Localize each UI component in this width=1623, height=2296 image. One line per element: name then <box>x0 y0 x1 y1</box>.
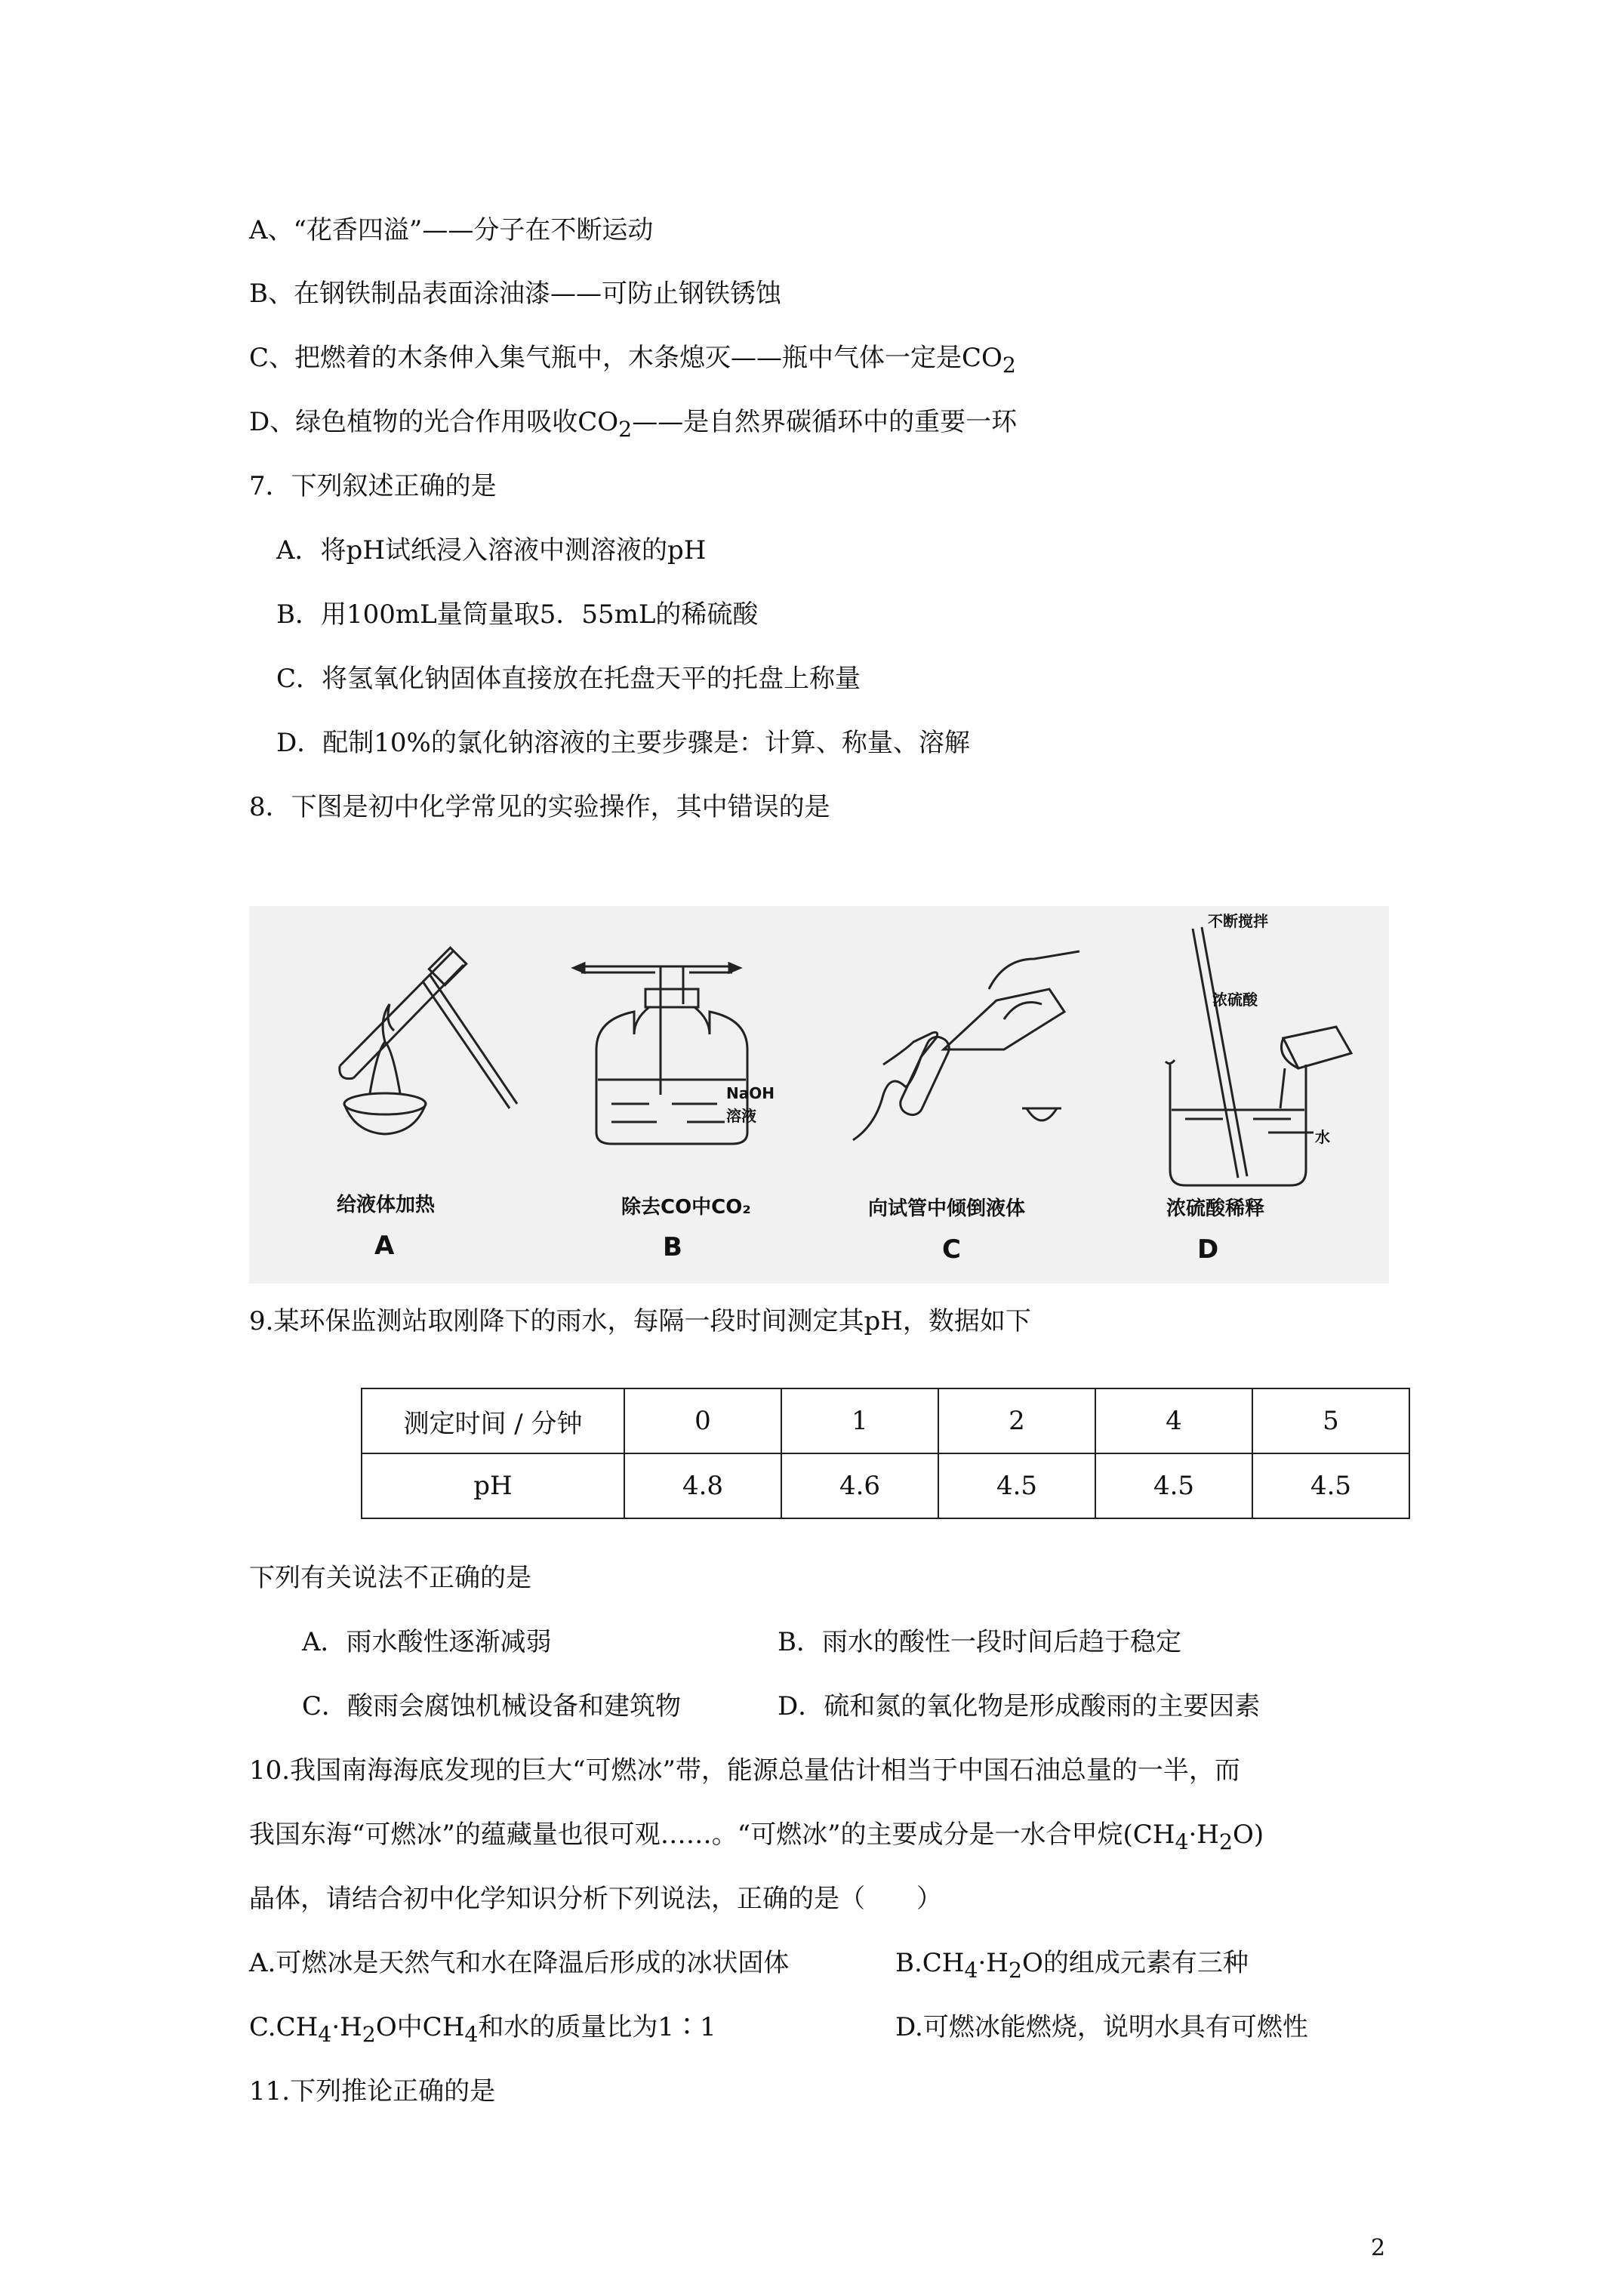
q7-option-d: D．配制10%的氯化钠溶液的主要步骤是：计算、称量、溶解 <box>276 728 970 758</box>
figure-d-caption: 浓硫酸稀释 <box>1166 1197 1265 1220</box>
figure-a-letter: A <box>374 1231 395 1261</box>
water-label: 水 <box>1315 1128 1330 1146</box>
table-cell: 4 <box>1095 1388 1252 1453</box>
lab-operations-figure <box>249 906 1389 1284</box>
q6-option-d: D、绿色植物的光合作用吸收$CO_2——$是自然界碳循环中的重要一环 <box>249 407 1018 442</box>
q7-option-a: A．将pH试纸浸入溶液中测溶液的pH <box>276 535 707 566</box>
table-cell: 4.6 <box>781 1453 938 1518</box>
q7-option-b: B．用100mL量筒量取5．55mL的稀硫酸 <box>276 599 759 630</box>
q6-option-b: B、在钢铁制品表面涂油漆——可防止钢铁锈蚀 <box>249 279 781 309</box>
table-cell: 2 <box>938 1388 1095 1453</box>
q10-option-c: $C.CH_4\cdot H_2O$中$CH_4$和水的质量比为1∶1 <box>249 2012 716 2047</box>
q10-line-2: 我国东海“可燃冰”的蕴藏量也很可观……。“可燃冰”的主要成分是一水合甲烷$(CH_4\cdot H_2O)$ <box>249 1820 1264 1854</box>
q6-option-a: A、“花香四溢”——分子在不断运动 <box>249 215 654 245</box>
q11-stem: 11.下列推论正确的是 <box>249 2076 496 2106</box>
table-cell: 0 <box>624 1388 781 1453</box>
table-row <box>362 1453 1409 1518</box>
q7-option-c: C．将氢氧化钠固体直接放在托盘天平的托盘上称量 <box>276 664 861 694</box>
page-number: 2 <box>1371 2235 1386 2261</box>
figure-c-pouring-liquid <box>853 951 1079 1140</box>
table-cell: 4.5 <box>938 1453 1095 1518</box>
figure-b-caption: 除去CO中CO₂ <box>621 1196 751 1219</box>
lab-operations-illustration <box>249 906 1389 1284</box>
figure-b-letter: B <box>663 1232 682 1262</box>
q10-option-d: D.可燃冰能燃烧，说明水具有可燃性 <box>895 2012 1308 2042</box>
q10-line-3: 晶体，请结合初中化学知识分析下列说法，正确的是（ ） <box>249 1884 942 1914</box>
q10-option-a: A.可燃冰是天然气和水在降温后形成的冰状固体 <box>249 1948 790 1978</box>
figure-b-gas-washing-bottle <box>574 963 747 1144</box>
q9-option-c: C．酸雨会腐蚀机械设备和建筑物 <box>302 1691 682 1721</box>
ph-data-table <box>361 1388 1410 1519</box>
table-cell: 4.5 <box>1095 1453 1252 1518</box>
naoh-label: NaOH <box>726 1084 775 1102</box>
table-cell: 1 <box>781 1388 938 1453</box>
table-header-ph: pH <box>362 1453 624 1518</box>
q6-option-c: C、把燃着的木条伸入集气瓶中，木条熄灭——瓶中气体一定是$CO_2$ <box>249 343 1016 378</box>
q9-stem: 9.某环保监测站取刚降下的雨水，每隔一段时间测定其pH，数据如下 <box>249 1306 1031 1336</box>
table-cell: 4.5 <box>1252 1453 1409 1518</box>
conc-acid-label: 浓硫酸 <box>1212 991 1258 1009</box>
q9-option-a: A．雨水酸性逐渐减弱 <box>302 1627 552 1657</box>
figure-c-caption: 向试管中倾倒液体 <box>868 1197 1026 1220</box>
table-row <box>362 1388 1409 1453</box>
table-cell: 4.8 <box>624 1453 781 1518</box>
q9-option-d: D．硫和氮的氧化物是形成酸雨的主要因素 <box>778 1691 1261 1721</box>
q7-stem: 7．下列叙述正确的是 <box>249 471 497 501</box>
q9-followup: 下列有关说法不正确的是 <box>249 1563 531 1593</box>
figure-d-letter: D <box>1197 1234 1219 1265</box>
figure-a-heating-liquid <box>340 948 517 1134</box>
stir-label: 不断搅拌 <box>1208 912 1268 930</box>
q9-option-b: B．雨水的酸性一段时间后趋于稳定 <box>778 1627 1181 1657</box>
naoh-solution-label: 溶液 <box>726 1107 756 1125</box>
q10-line-1: 10.我国南海海底发现的巨大“可燃冰”带，能源总量估计相当于中国石油总量的一半，而 <box>249 1755 1240 1786</box>
figure-a-caption: 给液体加热 <box>337 1194 436 1216</box>
table-cell: 5 <box>1252 1388 1409 1453</box>
q8-stem: 8．下图是初中化学常见的实验操作，其中错误的是 <box>249 792 830 822</box>
q10-option-b: $B.CH_4\cdot H_2O$的组成元素有三种 <box>895 1948 1249 1983</box>
figure-c-letter: C <box>942 1234 961 1265</box>
table-header-time: 测定时间 / 分钟 <box>362 1388 624 1453</box>
